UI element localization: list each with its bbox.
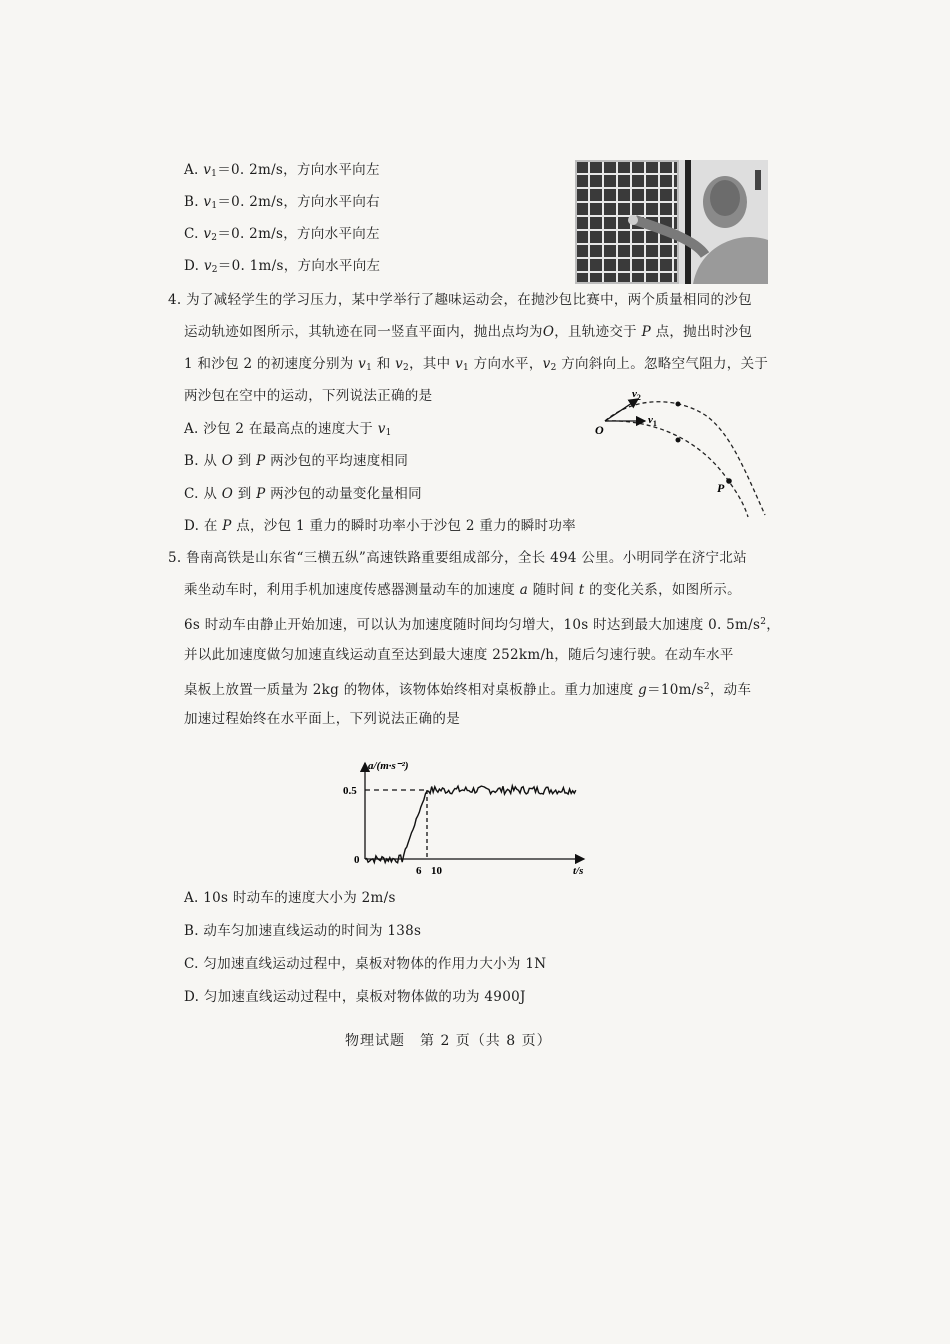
x-axis-label: t/s [573,865,584,877]
q5-stem-line-4: 并以此加速度做匀加速直线运动直至达到最大速度 252km/h，随后匀速行驶。在动车水平 [184,647,734,663]
q5-option-a: A. 10s 时动车的速度大小为 2m/s [184,890,396,906]
label-v1: $v_1$ [648,414,657,428]
q5-stem-line-5: 桌板上放置一质量为 2kg 的物体，该物体始终相对桌板静止。重力加速度 $g=10m/s^2$，动车 [184,682,752,698]
acceleration-trace [365,786,576,863]
q5-option-b: B. 动车匀加速直线运动的时间为 138s [184,923,422,939]
plot-layer [365,786,576,863]
page-footer: 物理试题 第 2 页（共 8 页） [345,1033,552,1049]
v2-arrow [605,399,638,421]
q4-option-d: D. 在 P 点，沙包 1 重力的瞬时功率小于沙包 2 重力的瞬时功率 [184,518,576,534]
q3-option-d: D. $v_2=0$. 1m/s，方向水平向左 [184,258,381,275]
label-o: O [595,423,604,437]
trajectory-figure [590,385,780,525]
q4-stem-line-4: 两沙包在空中的运动，下列说法正确的是 [184,388,433,404]
x-tick-label-10: 10 [431,865,442,877]
q5-stem-line-1: 5. 鲁南高铁是山东省“三横五纵”高速铁路重要组成部分，全长 494 公里。小明同学在济宁北站 [168,550,747,566]
q5-option-c: C. 匀加速直线运动过程中，桌板对物体的作用力大小为 1N [184,956,547,972]
q5-stem-line-6: 加速过程始终在水平面上，下列说法正确的是 [184,711,460,727]
q4-stem-line-2: 运动轨迹如图所示，其轨迹在同一竖直平面内，抛出点均为O，且轨迹交于 P 点，抛出时沙包 [184,324,753,340]
q4-stem-line-3: 1 和沙包 2 的初速度分别为 $v_1$ 和 $v_2$，其中 $v_1$ 方向水平，$v_2$ 方向斜向上。忽略空气阻力，关于 [184,356,769,373]
y-tick-label-0.5: 0.5 [343,785,357,797]
q4-stem-line-1: 4. 为了减轻学生的学习压力，某中学举行了趣味运动会，在抛沙包比赛中，两个质量相同的沙包 [168,292,752,308]
q4-option-c: C. 从 O 到 P 两沙包的动量变化量相同 [184,486,422,502]
label-p: P [717,481,725,495]
q3-option-b: B. $v_1=0$. 2m/s，方向水平向右 [184,194,380,211]
q5-stem-line-3: 6s 时动车由静止开始加速，可以认为加速度随时间均匀增大，10s 时达到最大加速度 0. $5m/s^2$， [184,617,781,633]
trajectory-1 [605,421,748,517]
experiment-photo [575,160,768,284]
q5-option-d: D. 匀加速直线运动过程中，桌板对物体做的功为 4900J [184,989,526,1005]
dot-traj-2 [676,402,681,407]
x-tick-label-6: 6 [416,865,422,877]
q4-option-a: A. 沙包 2 在最高点的速度大于 $v_1$ [184,421,392,438]
label-v2: $v_2$ [632,388,641,402]
q4-option-b: B. 从 O 到 P 两沙包的平均速度相同 [184,453,409,469]
point-p [726,478,732,484]
q3-option-c: C. $v_2=0$. 2m/s，方向水平向左 [184,226,380,243]
q5-stem-line-2: 乘坐动车时，利用手机加速度传感器测量动车的加速度 a 随时间 t 的变化关系，如图所示。 [184,582,741,598]
y-axis-label: a/(m·s⁻²) [368,760,409,772]
q3-option-a: A. $v_1=0$. 2m/s，方向水平向左 [184,162,380,179]
acceleration-chart [340,755,600,880]
trajectory-2 [605,402,765,515]
dot-traj-1 [676,438,681,443]
y-tick-label-0: 0 [354,854,360,866]
